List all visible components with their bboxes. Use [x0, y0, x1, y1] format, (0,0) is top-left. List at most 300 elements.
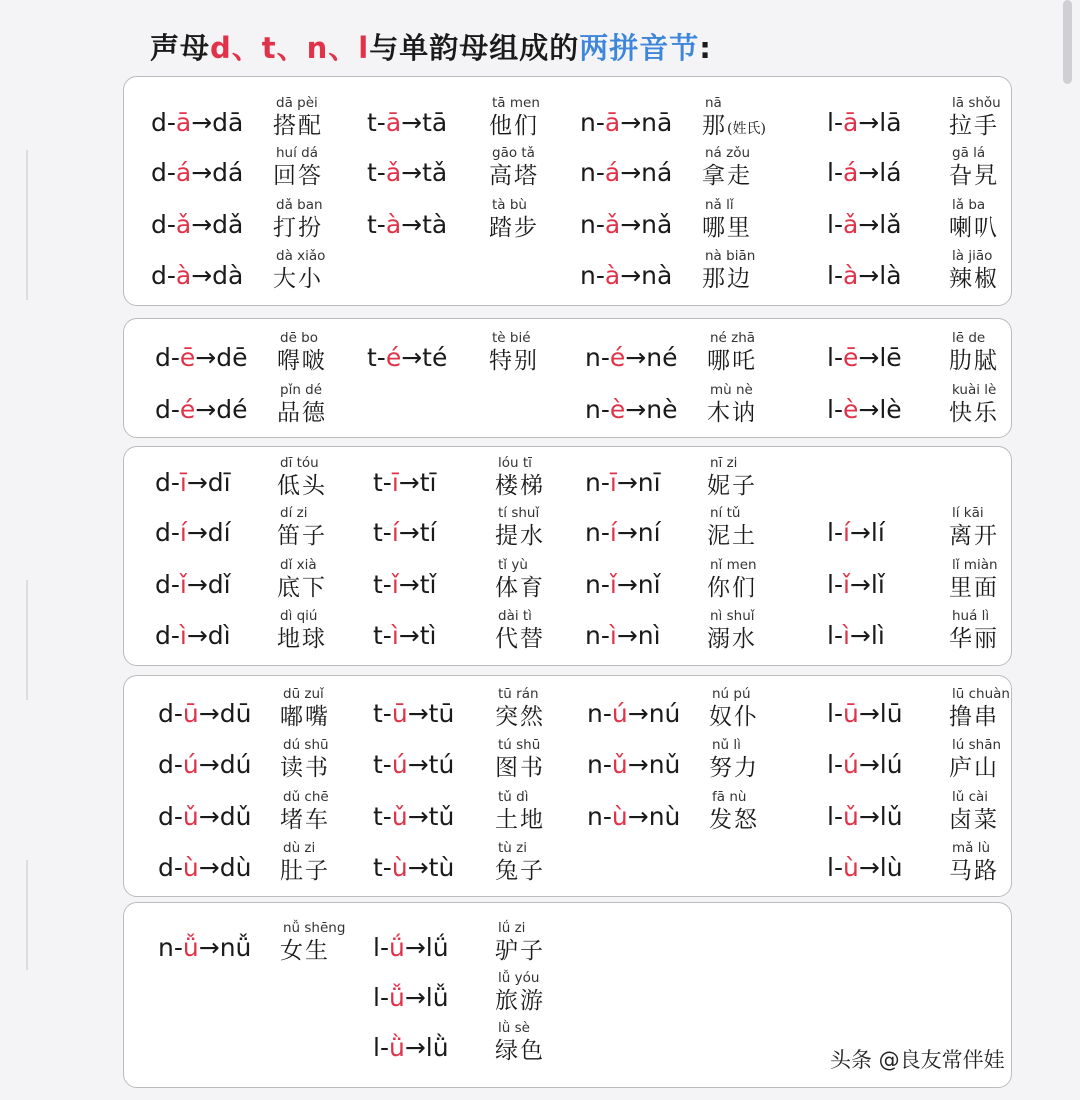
- rule-arrow: →: [404, 1033, 426, 1062]
- page-margin-line: [26, 150, 28, 300]
- rule-final: ī: [391, 468, 399, 497]
- rule-initial: n-: [585, 395, 610, 424]
- rule-result: nì: [637, 621, 661, 650]
- word-hanzi: [949, 573, 999, 603]
- word-characters: 发怒: [709, 807, 759, 833]
- spelling-rule: [373, 1033, 449, 1062]
- rule-final: ē: [179, 343, 196, 372]
- spelling-rule: [373, 468, 436, 497]
- example-word: [707, 505, 757, 551]
- rule-arrow: →: [616, 518, 638, 547]
- rule-arrow: →: [198, 853, 220, 882]
- rule-final: á: [842, 158, 859, 187]
- word-characters: 底下: [277, 575, 327, 601]
- rule-initial: n-: [580, 261, 605, 290]
- rule-result: dǔ: [219, 802, 252, 831]
- word-characters: 嘚啵: [277, 348, 327, 374]
- spelling-rule: [585, 395, 677, 424]
- word-pinyin: né zhā: [710, 330, 756, 346]
- rule-arrow: →: [401, 108, 423, 137]
- word-hanzi: [489, 111, 540, 141]
- rule-initial: t-: [373, 699, 392, 728]
- word-characters: 撸串: [949, 704, 999, 730]
- word-pinyin: tǐ yù: [498, 557, 528, 573]
- word-hanzi: [495, 702, 545, 732]
- spelling-rule: [155, 343, 247, 372]
- rule-arrow: →: [195, 395, 217, 424]
- word-pinyin: nì shuǐ: [710, 608, 755, 624]
- rule-arrow: →: [407, 853, 429, 882]
- rule-initial: d-: [155, 570, 180, 599]
- rule-initial: d-: [158, 802, 183, 831]
- rule-arrow: →: [620, 158, 642, 187]
- word-pinyin: mù nè: [710, 382, 753, 398]
- rule-initial: l-: [373, 1033, 389, 1062]
- rule-arrow: →: [849, 621, 871, 650]
- rule-final: ū: [391, 699, 408, 728]
- word-characters: 大小: [273, 266, 323, 292]
- word-characters: 女生: [280, 938, 330, 964]
- rule-initial: l-: [827, 210, 843, 239]
- rule-result: tù: [428, 853, 455, 882]
- word-characters: 奴仆: [709, 704, 759, 730]
- word-hanzi: [277, 346, 327, 376]
- word-characters: 那: [702, 113, 727, 139]
- rule-arrow: →: [625, 395, 647, 424]
- word-characters: 搭配: [273, 113, 323, 139]
- example-word: [949, 686, 1010, 732]
- word-characters: 旅游: [495, 988, 545, 1014]
- rule-arrow: →: [191, 158, 213, 187]
- example-word: [702, 145, 752, 191]
- spelling-rule: [580, 108, 672, 137]
- rule-initial: d-: [155, 395, 180, 424]
- example-word: [709, 789, 759, 835]
- rule-result: dī: [207, 468, 231, 497]
- word-pinyin: tè bié: [492, 330, 531, 346]
- spelling-rule: [367, 210, 447, 239]
- word-hanzi: [949, 702, 1010, 732]
- spelling-rule: [155, 468, 231, 497]
- rule-result: dē: [216, 343, 248, 372]
- word-hanzi: [707, 398, 757, 428]
- rule-arrow: →: [858, 750, 880, 779]
- word-characters: 低头: [277, 473, 327, 499]
- rule-final: ì: [842, 621, 850, 650]
- spelling-rule: [373, 983, 449, 1012]
- rule-result: lì: [870, 621, 885, 650]
- rule-initial: t-: [367, 108, 386, 137]
- rule-final: ǚ: [182, 933, 199, 962]
- spelling-rule: [587, 699, 680, 728]
- rule-arrow: →: [195, 343, 217, 372]
- rule-final: ī: [609, 468, 617, 497]
- rule-result: lǔ: [879, 802, 903, 831]
- example-word: [489, 95, 540, 141]
- word-characters: 突然: [495, 704, 545, 730]
- rule-initial: t-: [367, 158, 386, 187]
- spelling-rule: [367, 158, 447, 187]
- rule-result: dá: [212, 158, 244, 187]
- rule-final: ī: [179, 468, 187, 497]
- rule-initial: d-: [158, 750, 183, 779]
- rule-result: tú: [428, 750, 455, 779]
- word-characters: 快乐: [949, 400, 999, 426]
- rule-arrow: →: [858, 802, 880, 831]
- word-characters: 读书: [280, 755, 330, 781]
- rule-final: ú: [842, 750, 859, 779]
- rule-initial: l-: [827, 395, 843, 424]
- title-initials: d、t、n、l: [210, 31, 370, 65]
- rule-arrow: →: [620, 261, 642, 290]
- rule-final: ǔ: [391, 802, 408, 831]
- word-pinyin: nà biān: [705, 248, 756, 264]
- rule-result: né: [646, 343, 678, 372]
- example-word: [489, 197, 539, 243]
- example-word: [277, 455, 327, 501]
- word-pinyin: nǚ shēng: [283, 920, 346, 936]
- rule-result: tǎ: [422, 158, 448, 187]
- rule-initial: n-: [585, 343, 610, 372]
- word-hanzi: [495, 573, 545, 603]
- word-hanzi: [949, 856, 999, 886]
- scrollbar[interactable]: [1063, 0, 1072, 84]
- rule-result: ná: [641, 158, 673, 187]
- example-word: [707, 455, 757, 501]
- word-pinyin: dǎ ban: [276, 197, 323, 213]
- rule-final: ǐ: [842, 570, 850, 599]
- rule-result: dǐ: [207, 570, 231, 599]
- rule-initial: d-: [151, 158, 176, 187]
- example-word: [949, 737, 1001, 783]
- spelling-rule: [827, 802, 903, 831]
- rule-final: á: [604, 158, 621, 187]
- rule-result: lǚ: [425, 983, 449, 1012]
- example-word: [707, 382, 757, 428]
- title-highlight: 两拼音节: [579, 31, 700, 65]
- rule-arrow: →: [401, 158, 423, 187]
- rule-final: ǜ: [388, 1033, 405, 1062]
- word-hanzi: [273, 264, 325, 294]
- word-characters: 土地: [495, 807, 545, 833]
- spelling-rule: [151, 158, 243, 187]
- example-word: [949, 197, 999, 243]
- example-word: [495, 970, 545, 1016]
- example-word: [495, 505, 545, 551]
- word-characters: 溺水: [707, 626, 757, 652]
- spelling-rule: [827, 621, 885, 650]
- example-word: [495, 1020, 545, 1066]
- word-pinyin: là jiāo: [952, 248, 993, 264]
- word-pinyin: nǐ men: [710, 557, 757, 573]
- rule-initial: d-: [158, 853, 183, 882]
- rule-final: ǘ: [388, 933, 405, 962]
- word-hanzi: [277, 471, 327, 501]
- word-pinyin: dì qiú: [280, 608, 318, 624]
- word-characters: 图书: [495, 755, 545, 781]
- word-pinyin: lǘ zi: [498, 920, 526, 936]
- word-pinyin: kuài lè: [952, 382, 997, 398]
- example-word: [495, 737, 545, 783]
- spelling-rule: [827, 518, 885, 547]
- rule-arrow: →: [198, 750, 220, 779]
- rule-result: tì: [419, 621, 437, 650]
- rule-initial: n-: [587, 750, 612, 779]
- example-word: [495, 608, 545, 654]
- spelling-rule: [373, 570, 436, 599]
- rule-initial: n-: [580, 108, 605, 137]
- word-pinyin: dài tì: [498, 608, 532, 624]
- spelling-rule: [367, 108, 447, 137]
- rule-final: ú: [182, 750, 199, 779]
- rule-final: ǎ: [842, 210, 859, 239]
- rule-arrow: →: [407, 699, 429, 728]
- example-word: [273, 145, 323, 191]
- word-characters: 楼梯: [495, 473, 545, 499]
- example-word: [489, 330, 539, 376]
- word-pinyin: mǎ lù: [952, 840, 991, 856]
- word-hanzi: [949, 213, 999, 243]
- word-hanzi: [949, 805, 999, 835]
- rule-final: ā: [175, 108, 192, 137]
- rule-initial: n-: [587, 699, 612, 728]
- rule-initial: l-: [373, 933, 389, 962]
- word-pinyin: huí dá: [276, 145, 318, 161]
- rule-result: lē: [879, 343, 902, 372]
- example-word: [280, 737, 330, 783]
- rule-final: ù: [391, 853, 408, 882]
- word-pinyin: ní tǔ: [710, 505, 741, 521]
- rule-initial: t-: [373, 621, 392, 650]
- word-characters: 绿色: [495, 1038, 545, 1064]
- word-hanzi: [280, 805, 330, 835]
- rule-final: é: [609, 343, 626, 372]
- rule-final: ā: [385, 108, 402, 137]
- word-hanzi: [273, 213, 323, 243]
- example-word: [949, 248, 999, 294]
- rule-result: lǜ: [425, 1033, 449, 1062]
- rule-final: í: [842, 518, 850, 547]
- example-word: [495, 557, 545, 603]
- spelling-rule: [158, 853, 251, 882]
- word-pinyin: lóu tī: [498, 455, 532, 471]
- rule-arrow: →: [191, 210, 213, 239]
- rule-arrow: →: [849, 570, 871, 599]
- rule-initial: l-: [827, 518, 843, 547]
- word-characters: 旮旯: [949, 163, 999, 189]
- rule-result: nú: [648, 699, 681, 728]
- example-word: [273, 197, 323, 243]
- word-pinyin: dǐ xià: [280, 557, 317, 573]
- rule-initial: d-: [151, 210, 176, 239]
- rule-result: lǘ: [425, 933, 449, 962]
- word-pinyin: dà xiǎo: [276, 248, 326, 264]
- word-hanzi: [273, 111, 323, 141]
- example-word: [949, 330, 999, 376]
- word-pinyin: pǐn dé: [280, 382, 323, 398]
- rule-result: dā: [212, 108, 244, 137]
- example-word: [495, 686, 545, 732]
- example-word: [495, 789, 545, 835]
- word-hanzi: [489, 213, 539, 243]
- word-hanzi: [280, 702, 330, 732]
- word-hanzi: [949, 111, 1001, 141]
- rule-final: í: [179, 518, 187, 547]
- word-hanzi: [702, 213, 752, 243]
- example-word: [702, 197, 752, 243]
- rule-initial: l-: [827, 621, 843, 650]
- rule-result: dú: [219, 750, 252, 779]
- title-suffix: :: [699, 31, 712, 65]
- rule-initial: t-: [373, 518, 392, 547]
- rule-arrow: →: [186, 468, 208, 497]
- rule-arrow: →: [858, 343, 880, 372]
- rule-arrow: →: [404, 983, 426, 1012]
- word-characters: 里面: [949, 575, 999, 601]
- rule-initial: t-: [373, 853, 392, 882]
- rule-initial: t-: [373, 468, 392, 497]
- word-pinyin: dā pèi: [276, 95, 318, 111]
- example-word: [273, 248, 325, 294]
- example-word: [280, 686, 330, 732]
- rule-result: nà: [641, 261, 673, 290]
- rule-initial: n-: [585, 570, 610, 599]
- rule-result: lù: [879, 853, 903, 882]
- spelling-rule: [158, 699, 251, 728]
- rule-result: dì: [207, 621, 231, 650]
- rule-arrow: →: [627, 750, 649, 779]
- rule-result: nǎ: [641, 210, 673, 239]
- spelling-rule: [158, 933, 251, 962]
- rule-initial: d-: [158, 699, 183, 728]
- word-hanzi: [709, 753, 759, 783]
- spelling-rule: [155, 518, 231, 547]
- rule-initial: t-: [373, 570, 392, 599]
- word-characters: 泥土: [707, 523, 757, 549]
- word-characters: 回答: [273, 163, 323, 189]
- rule-result: lǐ: [870, 570, 885, 599]
- rule-initial: t-: [367, 210, 386, 239]
- rule-result: lá: [879, 158, 902, 187]
- word-characters: 体育: [495, 575, 545, 601]
- example-word: [709, 737, 759, 783]
- word-characters: 木讷: [707, 400, 757, 426]
- word-pinyin: dú shū: [283, 737, 329, 753]
- example-word: [277, 608, 327, 654]
- rule-initial: d-: [155, 621, 180, 650]
- word-hanzi: [273, 161, 323, 191]
- word-pinyin: huá lì: [952, 608, 990, 624]
- word-characters: 离开: [949, 523, 999, 549]
- rule-final: ǐ: [391, 570, 399, 599]
- word-characters: 嘟嘴: [280, 704, 330, 730]
- spelling-rule: [585, 621, 661, 650]
- rule-final: í: [391, 518, 399, 547]
- example-word: [495, 455, 545, 501]
- word-hanzi: [489, 346, 539, 376]
- word-characters: 肋脦: [949, 348, 999, 374]
- rule-result: dà: [212, 261, 244, 290]
- rule-result: lè: [879, 395, 902, 424]
- word-pinyin: dù zi: [283, 840, 316, 856]
- rule-initial: l-: [827, 853, 843, 882]
- word-characters: 肚子: [280, 858, 330, 884]
- word-pinyin: nǎ lǐ: [705, 197, 734, 213]
- word-hanzi: [702, 161, 752, 191]
- rule-initial: l-: [827, 343, 843, 372]
- spelling-rule: [827, 750, 903, 779]
- spelling-rule: [585, 343, 677, 372]
- example-word: [949, 557, 999, 603]
- word-hanzi: [277, 624, 327, 654]
- word-pinyin: gāo tǎ: [492, 145, 535, 161]
- rule-arrow: →: [625, 343, 647, 372]
- example-word: [495, 840, 545, 886]
- word-characters: 驴子: [495, 938, 545, 964]
- example-word: [277, 382, 327, 428]
- rule-final: ǔ: [182, 802, 199, 831]
- word-characters: 特别: [489, 348, 539, 374]
- word-pinyin: nú pú: [712, 686, 751, 702]
- rule-result: lí: [870, 518, 885, 547]
- rule-initial: n-: [585, 518, 610, 547]
- rule-final: ē: [842, 343, 859, 372]
- spelling-rule: [827, 699, 903, 728]
- rule-final: ǎ: [385, 158, 402, 187]
- rule-arrow: →: [398, 518, 420, 547]
- spelling-rule: [151, 210, 243, 239]
- spelling-rule: [587, 802, 680, 831]
- rule-final: ǎ: [175, 210, 192, 239]
- word-hanzi: [495, 1036, 545, 1066]
- rule-initial: l-: [827, 802, 843, 831]
- rule-initial: d-: [151, 108, 176, 137]
- rule-final: ǔ: [842, 802, 859, 831]
- rule-final: ú: [391, 750, 408, 779]
- word-hanzi: [495, 521, 545, 551]
- spelling-rule: [580, 158, 672, 187]
- word-hanzi: [949, 346, 999, 376]
- spelling-rule: [827, 853, 903, 882]
- rule-initial: l-: [827, 570, 843, 599]
- word-pinyin: dǔ chē: [283, 789, 329, 805]
- spelling-rule: [827, 570, 885, 599]
- word-hanzi: [280, 856, 330, 886]
- rule-final: ā: [604, 108, 621, 137]
- rule-arrow: →: [858, 108, 880, 137]
- rule-initial: t-: [373, 802, 392, 831]
- rule-arrow: →: [858, 261, 880, 290]
- word-hanzi: [707, 471, 757, 501]
- rule-initial: n-: [585, 621, 610, 650]
- rule-final: ù: [611, 802, 628, 831]
- word-pinyin: lǎ ba: [952, 197, 986, 213]
- rule-final: ā: [842, 108, 859, 137]
- word-hanzi: [489, 161, 539, 191]
- word-hanzi: [495, 936, 545, 966]
- word-characters: 兔子: [495, 858, 545, 884]
- rule-result: là: [879, 261, 902, 290]
- spelling-rule: [827, 261, 902, 290]
- example-word: [280, 920, 345, 966]
- word-hanzi: [495, 624, 545, 654]
- rule-arrow: →: [398, 621, 420, 650]
- example-word: [280, 840, 330, 886]
- spelling-rule: [151, 108, 243, 137]
- rule-arrow: →: [198, 699, 220, 728]
- rule-initial: n-: [587, 802, 612, 831]
- rule-result: tū: [428, 699, 455, 728]
